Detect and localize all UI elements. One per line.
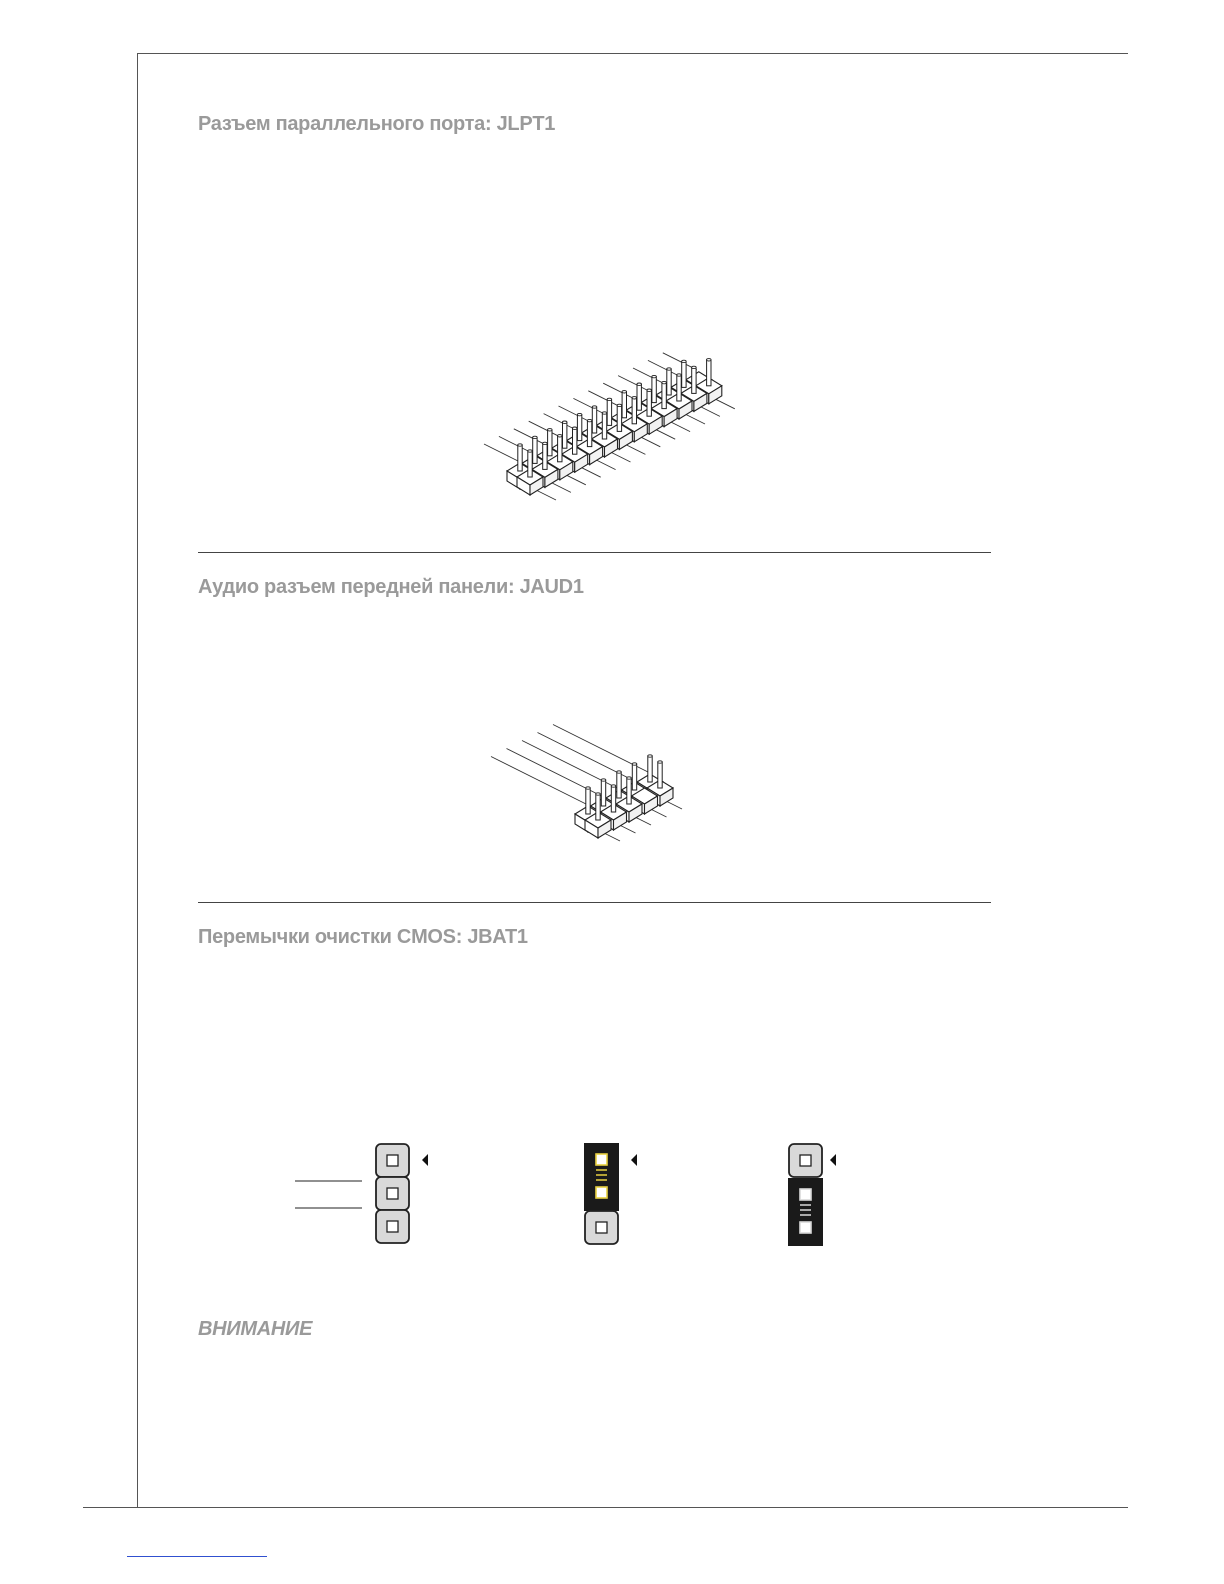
header-pin-tip [617, 404, 621, 406]
header-pin-tip [682, 360, 686, 362]
header-pin-tip [632, 763, 636, 765]
header-pin-tip [667, 368, 671, 370]
header-pin-tip [558, 435, 562, 437]
jumper-clear-1-2 [584, 1143, 637, 1244]
header-pin-tip [587, 419, 591, 421]
audio-connector-diagram [491, 725, 682, 842]
header-pin [648, 756, 652, 782]
header-pin-tip [528, 450, 532, 452]
header-pin-tip [692, 366, 696, 368]
header-pin [647, 390, 651, 416]
header-pin [658, 762, 662, 788]
header-pin [548, 430, 552, 456]
header-pin [596, 794, 600, 820]
header-pin-tip [647, 389, 651, 391]
header-pin [592, 407, 596, 433]
header-pin-tip [637, 383, 641, 385]
pin-hole [800, 1222, 811, 1233]
header-pin-tip [548, 429, 552, 431]
pin-hole [596, 1187, 607, 1198]
header-pin [607, 399, 611, 425]
header-pin [622, 392, 626, 418]
header-pin [543, 443, 547, 469]
jumper-open [295, 1144, 428, 1243]
header-pin-tip [707, 359, 711, 361]
audio-heading: Аудио разъем передней панели: JAUD1 [198, 576, 584, 598]
header-pin [682, 361, 686, 387]
header-pin [573, 428, 577, 454]
header-pin-tip [596, 793, 600, 795]
header-pin-tip [607, 398, 611, 400]
header-pin-tip [611, 785, 615, 787]
header-pin [617, 405, 621, 431]
header-pin [617, 772, 621, 798]
header-pin-tip [573, 427, 577, 429]
pin-hole [596, 1154, 607, 1165]
callout-line [491, 757, 586, 805]
header-pin-tip [617, 771, 621, 773]
header-pin [528, 451, 532, 477]
header-pin-tip [518, 444, 522, 446]
header-pin [563, 422, 567, 448]
header-pin-tip [648, 755, 652, 757]
header-pin [627, 778, 631, 804]
header-pin [533, 437, 537, 463]
header-pin-tip [658, 761, 662, 763]
header-pin-tip [592, 406, 596, 408]
header-pin [558, 436, 562, 462]
header-pin [601, 780, 605, 806]
header-pin [692, 367, 696, 393]
callout-line [484, 444, 518, 461]
header-pin-tip [601, 779, 605, 781]
jumper-cap [788, 1178, 823, 1246]
pin-hole [596, 1222, 607, 1233]
header-pin [611, 786, 615, 812]
header-pin-tip [577, 413, 581, 415]
header-pin-tip [543, 442, 547, 444]
header-pin [602, 413, 606, 439]
pin-hole [800, 1155, 811, 1166]
header-pin [518, 445, 522, 471]
header-pin-tip [602, 412, 606, 414]
warning-heading: ВНИМАНИЕ [198, 1318, 313, 1340]
cmos-heading: Перемычки очистки CMOS: JBAT1 [198, 926, 528, 948]
pin1-marker-icon [631, 1154, 637, 1166]
header-pin [586, 788, 590, 814]
header-pin-tip [662, 381, 666, 383]
header-pin-tip [586, 787, 590, 789]
header-pin-tip [533, 436, 537, 438]
header-pin-tip [622, 391, 626, 393]
pin-hole [387, 1188, 398, 1199]
pin-hole [387, 1155, 398, 1166]
pin-hole [387, 1221, 398, 1232]
pin1-marker-icon [422, 1154, 428, 1166]
header-pin [677, 375, 681, 401]
header-pin [652, 377, 656, 403]
header-pin-tip [677, 374, 681, 376]
lpt-connector-diagram [484, 353, 735, 500]
jumper-keep-2-3 [788, 1144, 836, 1246]
header-pin [707, 360, 711, 386]
header-pin [587, 421, 591, 447]
header-pin [632, 398, 636, 424]
header-pin [667, 369, 671, 395]
header-pin [577, 415, 581, 441]
pin-hole [800, 1189, 811, 1200]
jumper-cap [584, 1143, 619, 1211]
header-pin-tip [632, 397, 636, 399]
header-pin-tip [627, 777, 631, 779]
lpt-heading: Разъем параллельного порта: JLPT1 [198, 113, 556, 135]
header-pin [632, 764, 636, 790]
pin1-marker-icon [830, 1154, 836, 1166]
header-pin-tip [652, 375, 656, 377]
header-pin [662, 383, 666, 409]
header-pin-tip [563, 421, 567, 423]
header-pin [637, 384, 641, 410]
